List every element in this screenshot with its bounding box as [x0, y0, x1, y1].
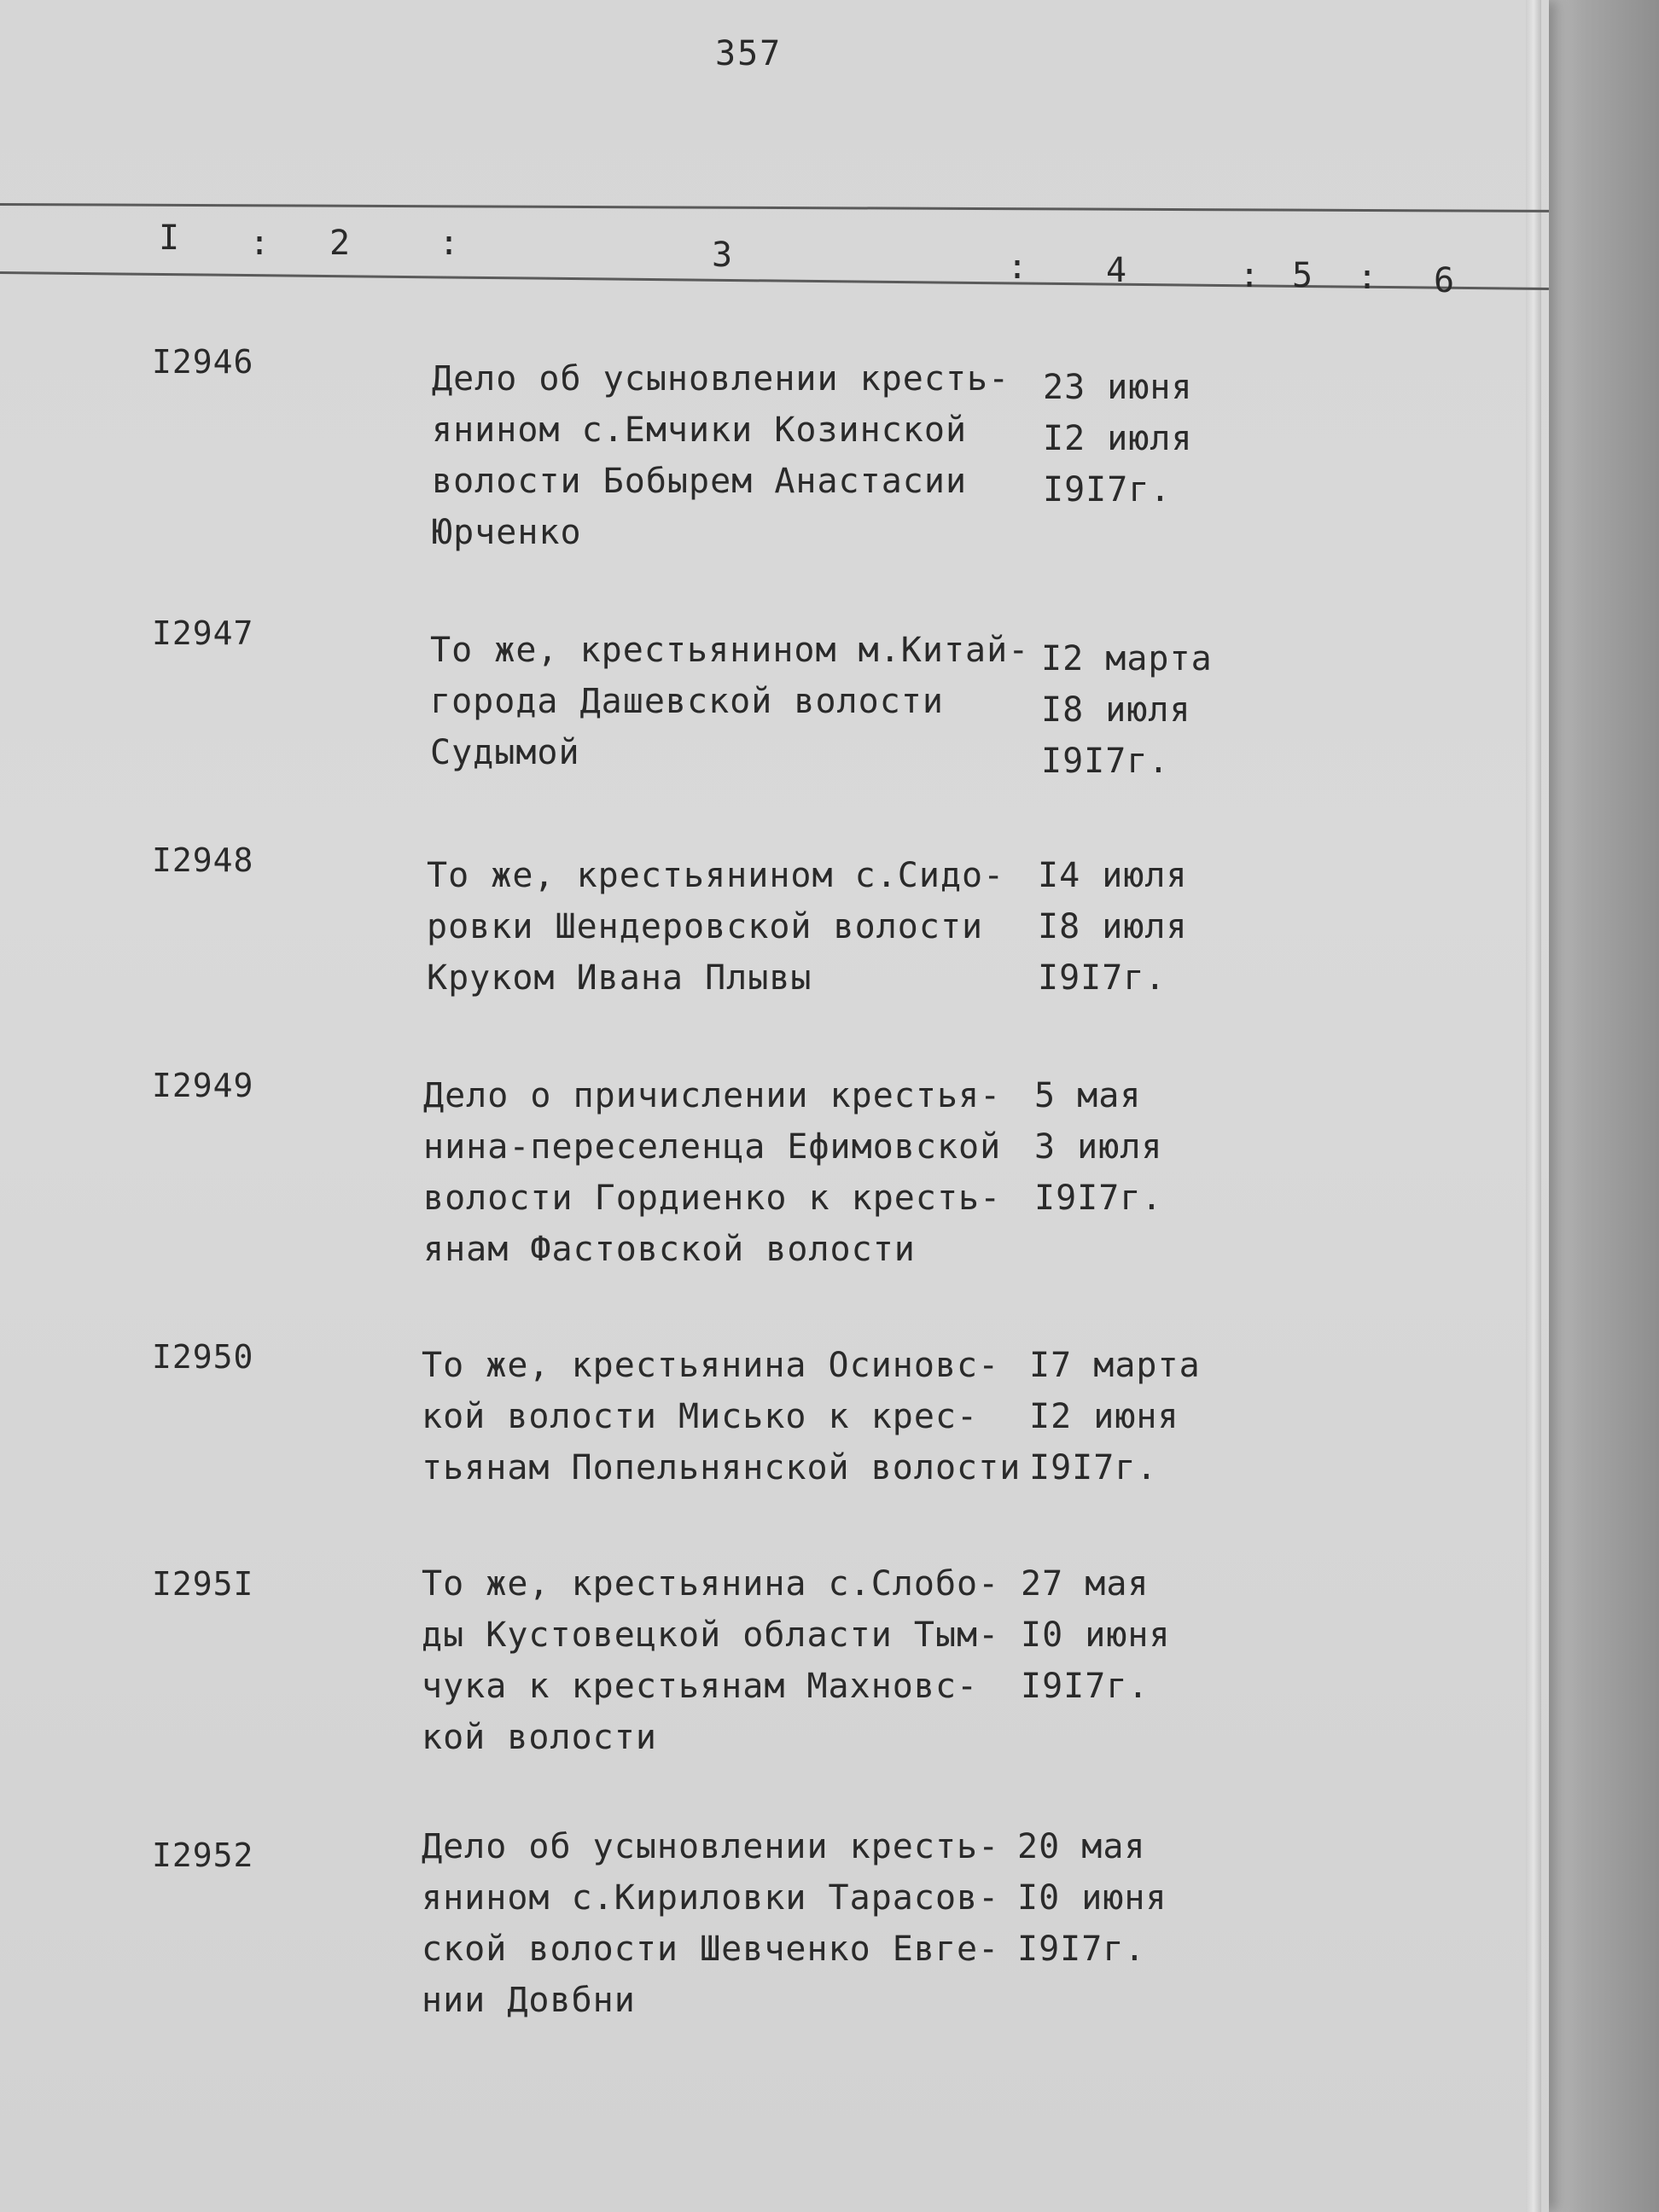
- description-line: чука к крестьянам Махновс-: [422, 1667, 979, 1706]
- description-line: кой волости: [422, 1718, 657, 1757]
- column-separator: :: [1007, 247, 1028, 287]
- description-line: янам Фастовской волости: [423, 1230, 916, 1269]
- column-header-2: 2: [329, 224, 351, 263]
- description-line: нии Довбни: [422, 1981, 636, 2020]
- background-surface: [1536, 0, 1659, 2212]
- date-line: I8 июля: [1041, 690, 1191, 730]
- description-line: Дело об усыновлении кресть-: [422, 1827, 1000, 1866]
- date-line: I9I7г.: [1038, 958, 1167, 998]
- description-line: города Дашевской волости: [430, 682, 944, 721]
- description-line: ровки Шендеровской волости: [427, 907, 984, 946]
- entry-dates: [1021, 1558, 1208, 1712]
- description-line: То же, крестьянином м.Китай-: [430, 631, 1030, 670]
- date-line: I9I7г.: [1017, 1930, 1146, 1969]
- entry-description: [422, 1821, 1019, 2026]
- entry-description: [423, 1070, 1021, 1275]
- date-line: 20 мая: [1017, 1827, 1146, 1866]
- description-line: То же, крестьянина с.Слобо-: [422, 1564, 1000, 1604]
- date-line: I2 июля: [1043, 419, 1193, 458]
- entry-number: I2952: [152, 1837, 254, 1874]
- description-line: волости Гордиенко к кресть-: [423, 1179, 1002, 1218]
- column-header-6: 6: [1434, 261, 1455, 300]
- entry-number: I2946: [152, 343, 254, 381]
- entry-number: I2950: [152, 1338, 254, 1376]
- date-line: 23 июня: [1043, 368, 1193, 407]
- header-rule-bottom: [0, 271, 1549, 290]
- description-line: Судымой: [430, 733, 580, 772]
- entry-dates: [1038, 850, 1225, 1004]
- description-line: То же, крестьянином с.Сидо-: [427, 856, 1005, 895]
- date-line: I0 июня: [1021, 1615, 1171, 1655]
- description-line: Дело о причислении крестья-: [423, 1076, 1002, 1115]
- entry-dates: [1017, 1821, 1205, 1975]
- column-separator: :: [1239, 256, 1260, 295]
- description-line: тьянам Попельнянской волости: [422, 1448, 1022, 1487]
- date-line: I2 июня: [1029, 1397, 1179, 1436]
- description-line: Круком Ивана Плывы: [427, 958, 812, 998]
- entry-number: I2949: [152, 1067, 254, 1104]
- entry-number: I295I: [152, 1565, 254, 1603]
- entry-dates: [1041, 633, 1229, 787]
- description-line: ды Кустовецкой области Тым-: [422, 1615, 1000, 1655]
- date-line: I9I7г.: [1034, 1179, 1163, 1218]
- entry-description: [422, 1340, 1022, 1493]
- description-line: янином с.Кириловки Тарасов-: [422, 1878, 1000, 1918]
- date-line: 3 июля: [1034, 1127, 1163, 1167]
- column-header-5: 5: [1292, 256, 1313, 295]
- entry-description: [427, 850, 1024, 1004]
- date-line: I7 марта: [1029, 1346, 1201, 1385]
- description-line: Юрченко: [432, 513, 582, 552]
- description-line: Дело об усыновлении кресть-: [432, 359, 1010, 399]
- column-header-3: 3: [712, 236, 733, 275]
- description-line: нина-переселенца Ефимовской: [423, 1127, 1002, 1167]
- entry-description: [432, 353, 1029, 558]
- description-line: янином с.Емчики Козинской: [432, 410, 968, 450]
- column-header-4: 4: [1106, 251, 1127, 290]
- date-line: I9I7г.: [1029, 1448, 1158, 1487]
- column-separator: :: [439, 224, 460, 263]
- entry-description: [422, 1558, 1019, 1763]
- date-line: I2 марта: [1041, 639, 1213, 678]
- description-line: То же, крестьянина Осиновс-: [422, 1346, 1000, 1385]
- column-separator: :: [1357, 258, 1378, 297]
- date-line: 5 мая: [1034, 1076, 1142, 1115]
- entry-dates: [1034, 1070, 1222, 1224]
- entry-description: [430, 625, 1030, 778]
- date-line: I9I7г.: [1021, 1667, 1150, 1706]
- entry-number: I2948: [152, 841, 254, 879]
- header-rule-top: [0, 203, 1549, 212]
- date-line: I8 июля: [1038, 907, 1188, 946]
- column-separator: :: [249, 224, 271, 263]
- date-line: I0 июня: [1017, 1878, 1167, 1918]
- description-line: ской волости Шевченко Евге-: [422, 1930, 1000, 1969]
- date-line: I9I7г.: [1041, 742, 1170, 781]
- description-line: волости Бобырем Анастасии: [432, 462, 968, 501]
- date-line: I9I7г.: [1043, 470, 1172, 509]
- entry-dates: [1029, 1340, 1217, 1493]
- description-line: кой волости Мисько к крес-: [422, 1397, 979, 1436]
- page-number: 357: [715, 34, 783, 73]
- entry-dates: [1043, 362, 1231, 515]
- entry-number: I2947: [152, 614, 254, 652]
- page-stack-edge: [1526, 0, 1541, 2212]
- date-line: 27 мая: [1021, 1564, 1150, 1604]
- date-line: I4 июля: [1038, 856, 1188, 895]
- column-header-1: I: [159, 218, 180, 258]
